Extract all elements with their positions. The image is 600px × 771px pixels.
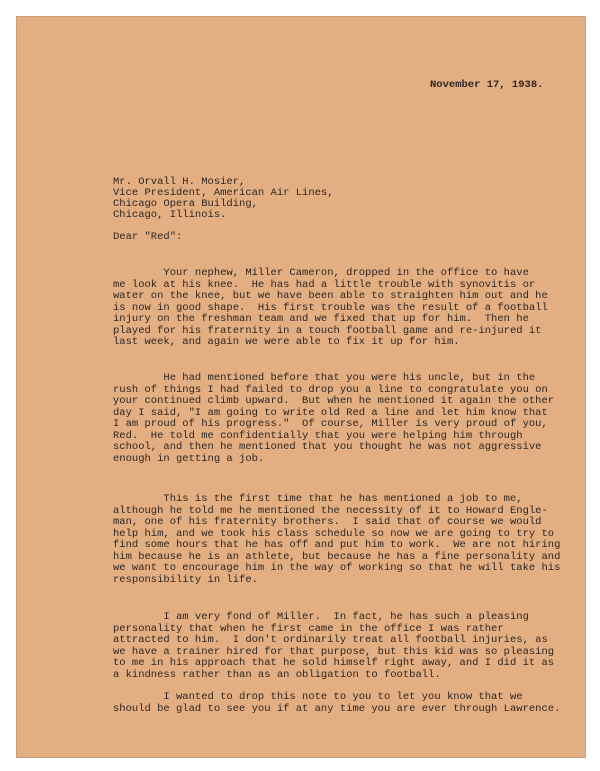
paragraph-line: your continued climb upward. But when he mentioned it again the other bbox=[113, 395, 555, 407]
paragraph-line: man, one of his fraternity brothers. I said that of course we would bbox=[113, 516, 542, 528]
paragraph-line: help him, and we took his class schedule so now we are going to try to bbox=[113, 527, 555, 540]
paragraph-line: He had mentioned before that you were his uncle, but in the bbox=[113, 372, 536, 384]
paragraph-line: we have a trainer hired for that purpose, but this kid was so pleasing bbox=[113, 645, 555, 658]
paragraph-line: rush of things I had failed to drop you a line to congratulate you on bbox=[113, 383, 548, 396]
paragraph-line: although he told me he mentioned the necessity of it to Howard Engle- bbox=[113, 504, 548, 517]
recipient-line: Vice President, American Air Lines, bbox=[113, 187, 334, 199]
paragraph-line: enough in getting a job. bbox=[113, 452, 265, 465]
paragraph-line: Your nephew, Miller Cameron, dropped in the office to have bbox=[113, 267, 529, 279]
paragraph-line: to me in his approach that he sold himself right away, and I did it as bbox=[113, 657, 555, 669]
paragraph-line: day I said, "I am going to write old Red a line and let him know that bbox=[113, 406, 548, 419]
paragraph-line: we want to encourage him in the way of working so that he will take his bbox=[113, 562, 561, 574]
paragraph-line: attracted to him. I don't ordinarily treat all football injuries, as bbox=[113, 634, 548, 646]
recipient-line: Chicago Opera Building, bbox=[113, 198, 258, 210]
paragraph-line: I am very fond of Miller. In fact, he has such a pleasing bbox=[113, 611, 529, 623]
paragraph-line: water on the knee, but we have been able to straighten him out and he bbox=[113, 290, 548, 302]
salutation: Dear "Red": bbox=[113, 231, 183, 243]
paragraph-line: is now in good shape. His first trouble was the result of a football bbox=[113, 301, 548, 314]
paragraph-line: Red. He told me confidentially that you were helping him through bbox=[113, 429, 523, 442]
paragraph-line: him because he is an athlete, but because he has a fine personality and bbox=[113, 550, 561, 563]
paragraph-line: played for his fraternity in a touch football game and re-injured it bbox=[113, 324, 542, 337]
paragraph-line: injury on the freshman team and we fixed that up for him. Then he bbox=[113, 313, 529, 325]
recipient-line: Chicago, Illinois. bbox=[113, 209, 227, 221]
paragraph-line: find some hours that he has off and put him to work. We are not hiring bbox=[113, 539, 561, 551]
paragraph-line: personality that when he first came in the office I was rather bbox=[113, 622, 504, 635]
paragraph-line: last week, and again we were able to fix it up for him. bbox=[113, 336, 460, 348]
paragraph-line: I wanted to drop this note to you to let you know that we bbox=[113, 691, 523, 703]
letter-page bbox=[16, 16, 586, 758]
paragraph-line: I am proud of his progress." Of course, Miller is very proud of you, bbox=[113, 418, 548, 430]
paragraph-line: school, and then he mentioned that you thought he was not aggressive bbox=[113, 441, 542, 453]
paragraph-line: responsibility in life. bbox=[113, 573, 258, 586]
paragraph-line: This is the first time that he has mentioned a job to me, bbox=[113, 493, 523, 505]
paragraph-line: me look at his knee. He has had a little trouble with synovitis or bbox=[113, 278, 536, 291]
paragraph-line: a kindness rather than as an obligation to football. bbox=[113, 668, 441, 681]
recipient-line: Mr. Orvall H. Mosier, bbox=[113, 176, 246, 188]
letter-date: November 17, 1938. bbox=[430, 79, 544, 91]
paragraph-line: should be glad to see you if at any time you are ever through Lawrence. bbox=[113, 702, 561, 715]
